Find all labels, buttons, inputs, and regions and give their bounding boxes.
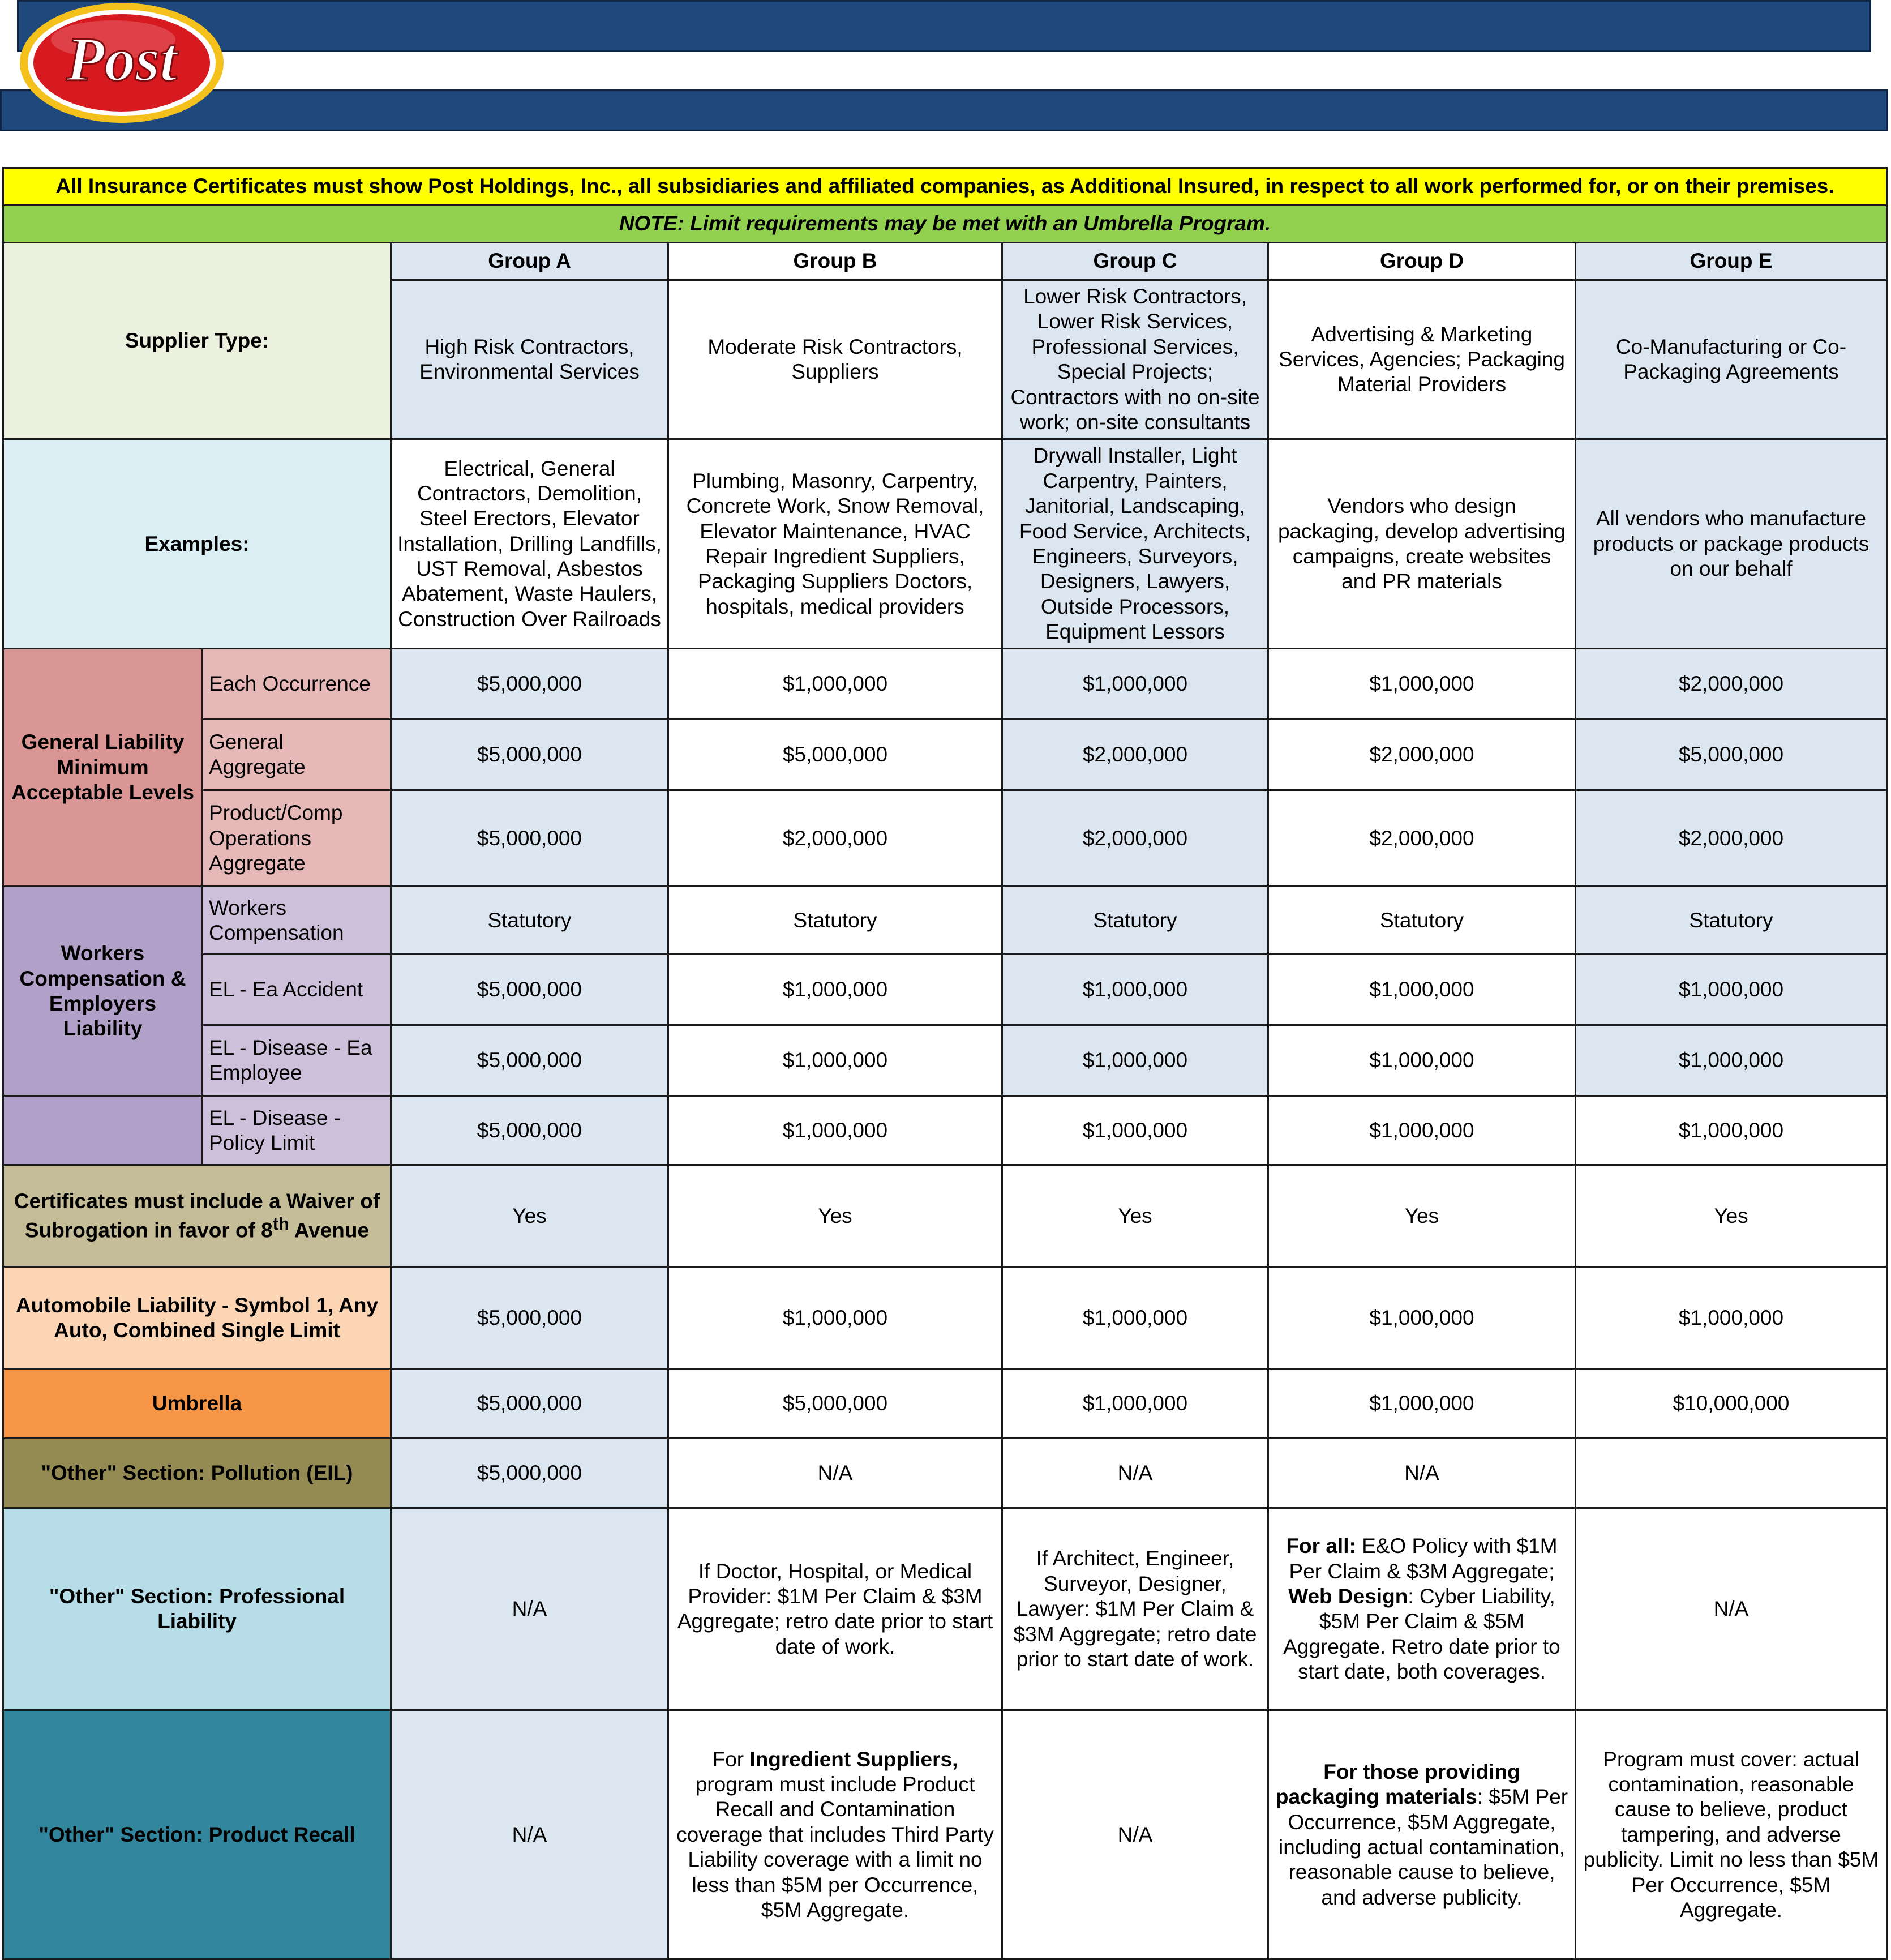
pollution-d: N/A: [1268, 1439, 1576, 1508]
recall-e: Program must cover: actual contamination, reasonable cause to believe, product tampering, and adverse publicity. Limit no less than $5M Per Occurrence, $5M Aggregate.: [1576, 1710, 1887, 1959]
automobile-d: $1,000,000: [1268, 1267, 1576, 1369]
workers-comp-label: Workers Compensation & Employers Liability: [3, 887, 203, 1096]
additional-insured-banner: [3, 168, 1887, 206]
gl-row-general-aggregate: [3, 720, 1887, 790]
examples-b: Plumbing, Masonry, Carpentry, Concrete Work, Snow Removal, Elevator Maintenance, HVAC Repair Ingredient Suppliers, Packaging Suppliers Doctors, hospitals, medical providers: [668, 439, 1002, 649]
gl-product-comp-d: $2,000,000: [1268, 790, 1576, 887]
header-bar-top: [17, 0, 1871, 52]
wc-label-ea-accident: EL - Ea Accident: [203, 955, 391, 1025]
professional-c: If Architect, Engineer, Surveyor, Designer, Lawyer: $1M Per Claim & $3M Aggregate; retro date prior to start date of work.: [1002, 1508, 1268, 1710]
waiver-label-sup: th: [272, 1214, 289, 1234]
wc-statutory-a: Statutory: [391, 887, 668, 955]
recall-d-text: : $5M Per Occurrence, $5M Aggregate, including actual contamination, reasonable cause to believe, and adverse publicity.: [1279, 1785, 1568, 1909]
supplier-type-d: Advertising & Marketing Services, Agencies; Packaging Material Providers: [1268, 280, 1576, 439]
gl-general-aggregate-a: $5,000,000: [391, 720, 668, 790]
wc-ea-employee-e: $1,000,000: [1576, 1025, 1887, 1096]
gl-row-each-occurrence: [3, 649, 1887, 720]
wc-ea-employee-a: $5,000,000: [391, 1025, 668, 1096]
examples-d: Vendors who design packaging, develop advertising campaigns, create websites and PR materials: [1268, 439, 1576, 649]
pollution-e: [1576, 1439, 1887, 1508]
umbrella-label: Umbrella: [3, 1369, 391, 1439]
examples-c: Drywall Installer, Light Carpentry, Painters, Janitorial, Landscaping, Food Service, Architects, Engineers, Surveyors, Designers, Lawyers, Outside Processors, Equipment Lessors: [1002, 439, 1268, 649]
professional-row: [3, 1508, 1887, 1710]
professional-d: [1268, 1508, 1576, 1710]
gl-row-product-comp: [3, 790, 1887, 887]
group-c-header: Group C: [1002, 243, 1268, 280]
professional-label: "Other" Section: Professional Liability: [3, 1508, 391, 1710]
wc-policy-limit-c: $1,000,000: [1002, 1096, 1268, 1165]
group-d-header: Group D: [1268, 243, 1576, 280]
recall-b-text: program must include Product Recall and Contamination coverage that includes Third Party Liability coverage with a limit no less than $5M per Occurrence, $5M Aggregate.: [676, 1772, 994, 1922]
pollution-b: N/A: [668, 1439, 1002, 1508]
umbrella-note-banner: [3, 206, 1887, 243]
gl-each-occurrence-e: $2,000,000: [1576, 649, 1887, 720]
group-e-header: Group E: [1576, 243, 1887, 280]
wc-policy-limit-b: $1,000,000: [668, 1096, 1002, 1165]
wc-ea-accident-d: $1,000,000: [1268, 955, 1576, 1025]
gl-label-product-comp: Product/Comp Operations Aggregate: [203, 790, 391, 887]
professional-d-text2: : Cyber Liability, $5M Per Claim & $5M Aggregate. Retro date prior to start date, both coverages.: [1283, 1585, 1560, 1684]
professional-a: N/A: [391, 1508, 668, 1710]
automobile-c: $1,000,000: [1002, 1267, 1268, 1369]
automobile-b: $1,000,000: [668, 1267, 1002, 1369]
recall-b-bold: Ingredient Suppliers,: [749, 1747, 958, 1771]
gl-product-comp-b: $2,000,000: [668, 790, 1002, 887]
gl-product-comp-c: $2,000,000: [1002, 790, 1268, 887]
gl-each-occurrence-c: $1,000,000: [1002, 649, 1268, 720]
examples-e: All vendors who manufacture products or package products on our behalf: [1576, 439, 1887, 649]
examples-a: Electrical, General Contractors, Demolition, Steel Erectors, Elevator Installation, Drilling Landfills, UST Removal, Asbestos Abatement, Waste Haulers, Construction Over Railroads: [391, 439, 668, 649]
recall-label: "Other" Section: Product Recall: [3, 1710, 391, 1959]
wc-ea-accident-c: $1,000,000: [1002, 955, 1268, 1025]
recall-d: [1268, 1710, 1576, 1959]
pollution-c: N/A: [1002, 1439, 1268, 1508]
wc-row-statutory: [3, 887, 1887, 955]
wc-ea-employee-b: $1,000,000: [668, 1025, 1002, 1096]
gl-each-occurrence-d: $1,000,000: [1268, 649, 1576, 720]
general-liability-label: General Liability Minimum Acceptable Levels: [3, 649, 203, 887]
wc-policy-limit-e: $1,000,000: [1576, 1096, 1887, 1165]
professional-d-bold1: For all:: [1286, 1534, 1356, 1558]
gl-each-occurrence-b: $1,000,000: [668, 649, 1002, 720]
professional-d-text1: E&O Policy with $1M Per Claim & $3M Aggregate;: [1289, 1534, 1558, 1583]
pollution-row: [3, 1439, 1887, 1508]
recall-c: N/A: [1002, 1710, 1268, 1959]
waiver-c: Yes: [1002, 1165, 1268, 1267]
automobile-e: $1,000,000: [1576, 1267, 1887, 1369]
waiver-b: Yes: [668, 1165, 1002, 1267]
group-b-header: Group B: [668, 243, 1002, 280]
automobile-row: [3, 1267, 1887, 1369]
gl-general-aggregate-e: $5,000,000: [1576, 720, 1887, 790]
recall-b-pre: For: [712, 1747, 750, 1771]
wc-statutory-c: Statutory: [1002, 887, 1268, 955]
supplier-type-c: Lower Risk Contractors, Lower Risk Services, Professional Services, Special Projects; Contractors with no on-site work; on-site consultants: [1002, 280, 1268, 439]
supplier-type-e: Co-Manufacturing or Co-Packaging Agreements: [1576, 280, 1887, 439]
professional-d-bold2: Web Design: [1288, 1585, 1408, 1608]
umbrella-c: $1,000,000: [1002, 1369, 1268, 1439]
post-logo: [17, 0, 226, 126]
wc-label-workers-comp: Workers Compensation: [203, 887, 391, 955]
umbrella-note-text: NOTE: Limit requirements may be met with an Umbrella Program.: [3, 206, 1887, 243]
waiver-e: Yes: [1576, 1165, 1887, 1267]
pollution-label: "Other" Section: Pollution (EIL): [3, 1439, 391, 1508]
gl-general-aggregate-b: $5,000,000: [668, 720, 1002, 790]
wc-statutory-e: Statutory: [1576, 887, 1887, 955]
wc-ea-accident-b: $1,000,000: [668, 955, 1002, 1025]
gl-general-aggregate-d: $2,000,000: [1268, 720, 1576, 790]
wc-ea-employee-c: $1,000,000: [1002, 1025, 1268, 1096]
group-header-row: [3, 243, 1887, 280]
gl-each-occurrence-a: $5,000,000: [391, 649, 668, 720]
wc-row-ea-accident: [3, 955, 1887, 1025]
supplier-type-b: Moderate Risk Contractors, Suppliers: [668, 280, 1002, 439]
wc-ea-accident-e: $1,000,000: [1576, 955, 1887, 1025]
supplier-type-a: High Risk Contractors, Environmental Services: [391, 280, 668, 439]
umbrella-d: $1,000,000: [1268, 1369, 1576, 1439]
umbrella-e: $10,000,000: [1576, 1369, 1887, 1439]
recall-row: [3, 1710, 1887, 1959]
gl-label-each-occurrence: Each Occurrence: [203, 649, 391, 720]
umbrella-b: $5,000,000: [668, 1369, 1002, 1439]
gl-label-general-aggregate: General Aggregate: [203, 720, 391, 790]
automobile-a: $5,000,000: [391, 1267, 668, 1369]
waiver-d: Yes: [1268, 1165, 1576, 1267]
umbrella-row: [3, 1369, 1887, 1439]
gl-product-comp-a: $5,000,000: [391, 790, 668, 887]
wc-label-ea-employee: EL - Disease - Ea Employee: [203, 1025, 391, 1096]
gl-product-comp-e: $2,000,000: [1576, 790, 1887, 887]
waiver-label-end: Avenue: [289, 1218, 370, 1242]
automobile-label: Automobile Liability - Symbol 1, Any Auto, Combined Single Limit: [3, 1267, 391, 1369]
insurance-requirements-table: [2, 167, 1888, 1960]
waiver-label: [3, 1165, 391, 1267]
wc-statutory-d: Statutory: [1268, 887, 1576, 955]
logo-text: Post: [66, 25, 177, 94]
wc-statutory-b: Statutory: [668, 887, 1002, 955]
umbrella-a: $5,000,000: [391, 1369, 668, 1439]
recall-d-bold: For those providing packaging materials: [1275, 1760, 1520, 1809]
wc-row-ea-employee: [3, 1025, 1887, 1096]
waiver-a: Yes: [391, 1165, 668, 1267]
wc-ea-accident-a: $5,000,000: [391, 955, 668, 1025]
gl-general-aggregate-c: $2,000,000: [1002, 720, 1268, 790]
wc-policy-limit-d: $1,000,000: [1268, 1096, 1576, 1165]
wc-label-policy-limit: EL - Disease - Policy Limit: [203, 1096, 391, 1165]
recall-a: N/A: [391, 1710, 668, 1959]
supplier-type-label: Supplier Type:: [3, 243, 391, 439]
waiver-row: [3, 1165, 1887, 1267]
workers-comp-label-continued: [3, 1096, 203, 1165]
professional-e: N/A: [1576, 1508, 1887, 1710]
wc-ea-employee-d: $1,000,000: [1268, 1025, 1576, 1096]
header-bar-bottom: [0, 89, 1888, 131]
recall-b: [668, 1710, 1002, 1959]
waiver-label-main: Certificates must include a Waiver of Subrogation in favor of 8: [14, 1189, 380, 1242]
examples-label: Examples:: [3, 439, 391, 649]
examples-row: [3, 439, 1887, 649]
wc-row-policy-limit: [3, 1096, 1887, 1165]
wc-policy-limit-a: $5,000,000: [391, 1096, 668, 1165]
group-a-header: Group A: [391, 243, 668, 280]
pollution-a: $5,000,000: [391, 1439, 668, 1508]
additional-insured-text: All Insurance Certificates must show Post Holdings, Inc., all subsidiaries and affiliated companies, as Additional Insured, in respect to all work performed for, or on their premises.: [3, 168, 1887, 206]
professional-b: If Doctor, Hospital, or Medical Provider: $1M Per Claim & $3M Aggregate; retro date prior to start date of work.: [668, 1508, 1002, 1710]
